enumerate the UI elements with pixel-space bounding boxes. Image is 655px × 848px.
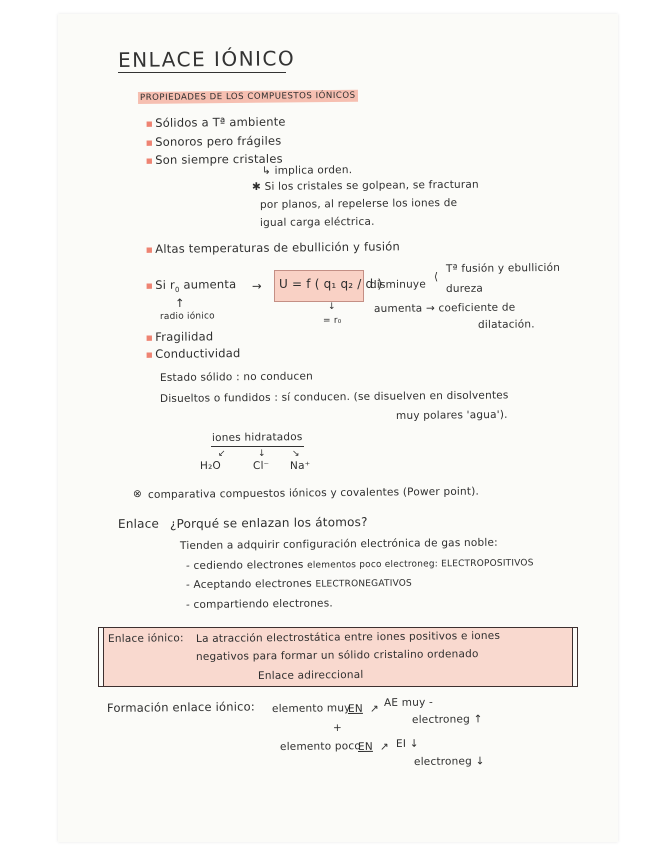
definition-text-2: negativos para formar un sólido cristalino ordenado (195, 648, 479, 663)
ion-sodium: Na⁺ (289, 459, 311, 472)
aumenta-result-2: dilatación. (477, 318, 535, 331)
property-7: ■ Conductividad (146, 346, 241, 361)
dissolved-note-1: Disueltos o fundidos : sí conducen. (se disuelven en disolventes (159, 389, 509, 405)
enlace-bullet-1: - cediendo electrones elementos poco electroneg: ELECTROPOSITIVOS (185, 558, 534, 572)
property-4: ■ Altas temperaturas de ebullición y fusión (146, 239, 400, 256)
lattice-energy-formula: U = f ( q₁ q₂ / d ) (279, 277, 383, 291)
aumenta-label: aumenta → coeficiente de (373, 301, 516, 315)
dissolved-note-2: muy polares 'agua'). (395, 408, 508, 422)
section-subtitle: PROPIEDADES DE LOS COMPUESTOS IÓNICOS (138, 90, 358, 104)
formacion-en-2: EN (357, 740, 373, 753)
formacion-elemento-1: elemento muy (271, 702, 351, 715)
property-2: ■ Sonoros pero frágiles (146, 134, 282, 149)
ion-water: H₂O (199, 459, 222, 472)
title-underline (118, 72, 286, 73)
ion-arrow-2: ↓ (257, 448, 266, 459)
definition-label: Enlace iónico: (107, 632, 184, 645)
disminuye-result-2: dureza (445, 282, 484, 295)
comparativa-mark: ⊗ (132, 487, 143, 500)
ion-arrow-1: ↙ (217, 448, 226, 459)
property-6: ■ Fragilidad (146, 329, 213, 344)
comparativa-note: comparativa compuestos iónicos y covalentes (Power point). (147, 485, 480, 501)
definition-text-1: La atracción electrostática entre iones positivos e iones (195, 629, 501, 645)
definition-text-3: Enlace adireccional (257, 668, 364, 682)
property-3-star-1: ✱ Si los cristales se golpean, se fracturan (251, 178, 479, 193)
ions-header: iones hidratados (211, 431, 303, 444)
formacion-plus: + (332, 721, 343, 734)
property-3-note: ↳ implica orden. (261, 164, 353, 177)
ions-underline (211, 446, 304, 447)
property-3: ■ Son siempre cristales (146, 152, 283, 167)
ion-arrow-3: ↘ (291, 448, 300, 459)
property-1: ■ Sólidos a Tª ambiente (146, 115, 286, 130)
disminuye-result-1: Tª fusión y ebullición (445, 261, 561, 275)
formula-down-arrow: ↓ (327, 301, 336, 312)
enlace-label: Enlace (117, 516, 160, 531)
page-title: ENLACE IÓNICO (117, 46, 296, 72)
enlace-bullet-2: - Aceptando electrones ELECTRONEGATIVOS (185, 577, 413, 591)
formula-d-equals: = r₀ (322, 315, 342, 326)
disminuye-bracket: ⟨ (433, 270, 439, 283)
property-3-star-3: igual carga eléctrica. (259, 215, 375, 229)
ion-chloride: Cl⁻ (252, 459, 270, 472)
arrow-to-formula: → (251, 278, 262, 293)
formacion-label: Formación enlace iónico: (106, 699, 255, 715)
formacion-result-2b: electroneg ↓ (413, 755, 485, 768)
formacion-arrow-2: ↗ (379, 740, 390, 753)
formacion-arrow-1: ↗ (369, 702, 380, 715)
formacion-en-1: EN (347, 702, 363, 715)
solid-state-note: Estado sólido : no conducen (159, 370, 314, 384)
enlace-bullet-3: - compartiendo electrones. (185, 597, 333, 611)
formacion-result-1a: AE muy - (383, 696, 434, 709)
property-5: ■ Si $r_0$ aumenta (146, 277, 236, 294)
formacion-result-1b: electroneg ↑ (411, 713, 483, 726)
disminuye-label: disminuye (369, 278, 427, 291)
radio-arrow: ↑ (174, 295, 185, 310)
notebook-page (58, 14, 618, 842)
radio-ionico-label: radio iónico (159, 311, 215, 322)
enlace-question: ¿Porqué se enlazan los átomos? (169, 514, 368, 531)
property-3-star-2: por planos, al repelerse los iones de (259, 196, 458, 211)
enlace-answer: Tienden a adquirir configuración electrónica de gas noble: (179, 536, 498, 552)
formacion-elemento-2: elemento poco (279, 740, 362, 753)
formacion-result-2a: EI ↓ (395, 737, 419, 750)
